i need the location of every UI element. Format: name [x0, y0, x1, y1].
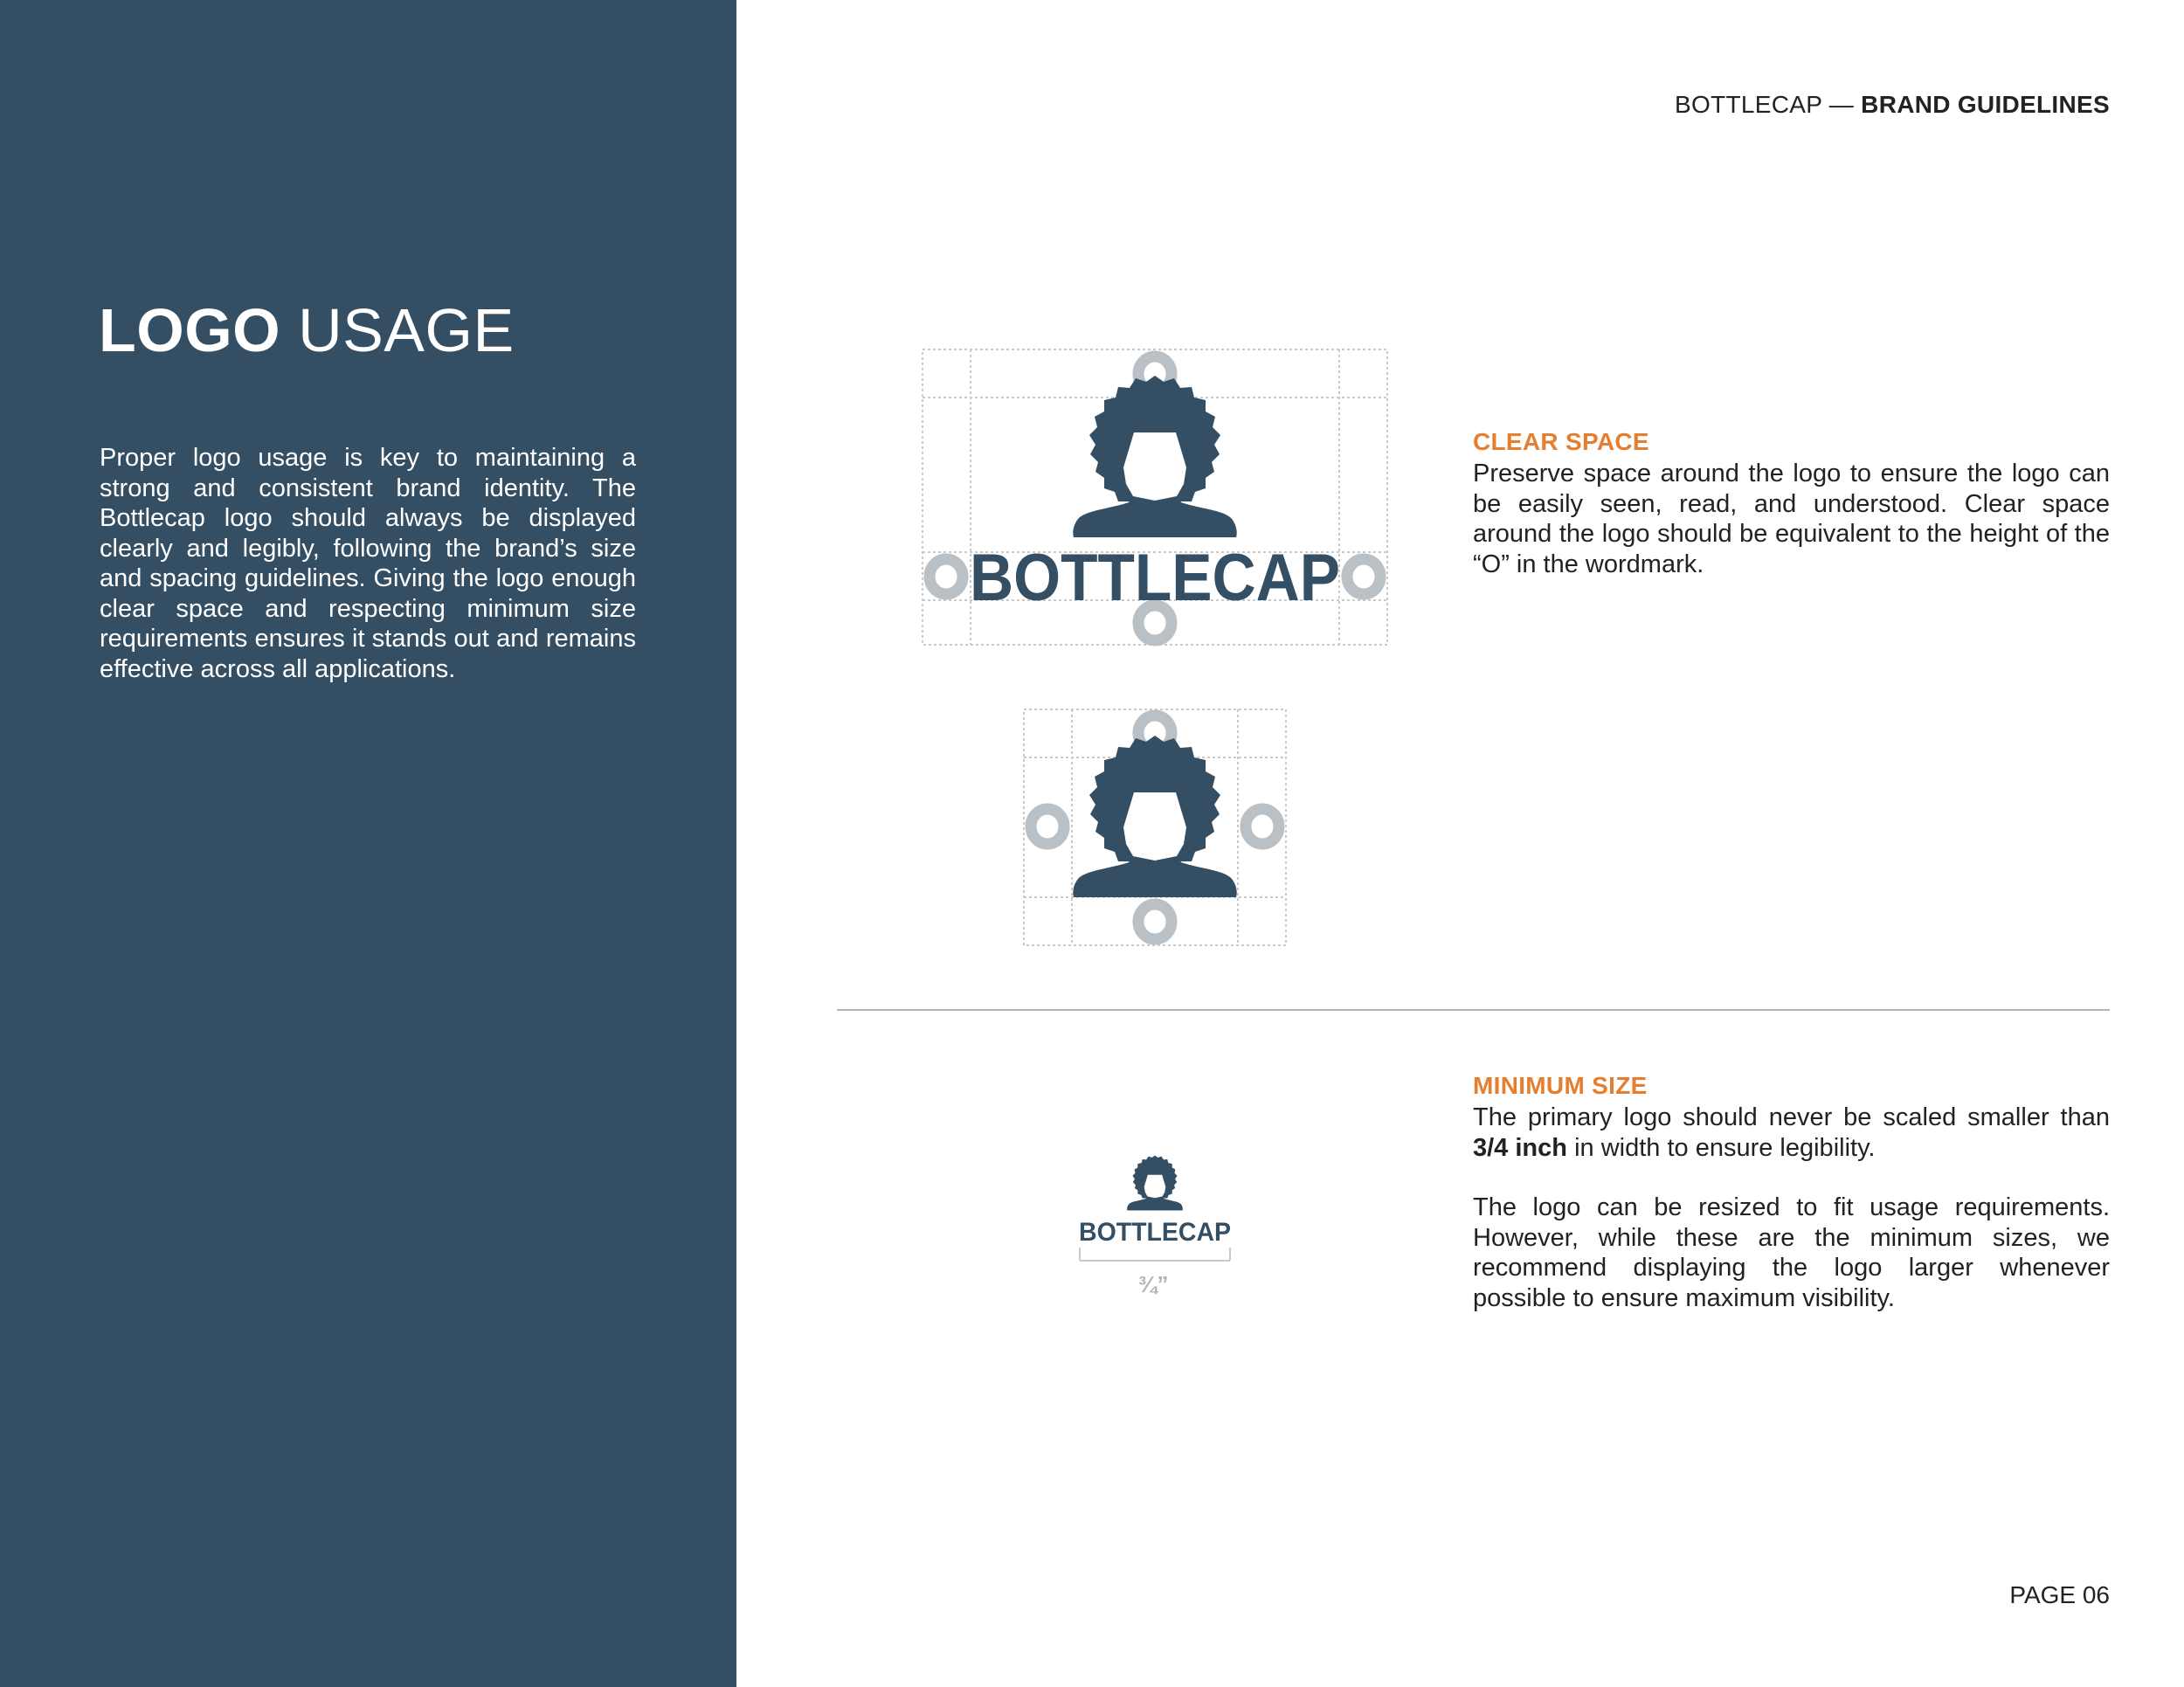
page-title-bold: LOGO	[99, 296, 281, 364]
page-number: PAGE 06	[2009, 1581, 2110, 1608]
minimum-size-text-2: The logo can be resized to fit usage requirements. However, while these are the minimum sizes, we recommend displaying the logo larger whenever possible to ensure maximum visibility.	[1473, 1193, 2110, 1312]
minimum-size-text	[1473, 1103, 2110, 1163]
logo-wordmark-minimum: BOTTLECAP	[1079, 1218, 1231, 1247]
section-divider	[837, 1009, 2110, 1011]
minimum-size-text-after: in width to ensure legibility.	[1574, 1133, 1876, 1162]
logo-emblem-minimum	[1127, 1156, 1183, 1211]
logo-emblem-full	[1073, 376, 1236, 537]
logo-wordmark-full: BOTTLECAP	[970, 541, 1340, 615]
logo-emblem-only	[1073, 736, 1236, 897]
header-title: BRAND GUIDELINES	[1861, 91, 2110, 118]
minimum-size-value: 3/4 inch	[1473, 1133, 1567, 1162]
minimum-size-title: MINIMUM SIZE	[1473, 1072, 1648, 1099]
page-title-light: USAGE	[298, 296, 515, 364]
intro-paragraph: Proper logo usage is key to maintaining a strong and consistent brand identity. The Bottlecap logo should always be displayed clearly and legibly, following the brand’s size and spacing guidelines. Giving the logo enough clear space and respecting minimum size requirements ensures it stands out and remains effective across all applications.	[100, 444, 636, 683]
minimum-size-bracket	[1080, 1248, 1230, 1261]
clear-space-title: CLEAR SPACE	[1473, 428, 1649, 455]
header-brand: BOTTLECAP —	[1675, 91, 1855, 118]
minimum-size-label: ¾”	[1137, 1271, 1169, 1297]
minimum-size-text-before: The primary logo should never be scaled smaller than	[1473, 1103, 2110, 1131]
clear-space-text: Preserve space around the logo to ensure the logo can be easily seen, read, and understood. Clear space around the logo should be equivalent to the height of the “O” in the wordmark.	[1473, 460, 2110, 578]
